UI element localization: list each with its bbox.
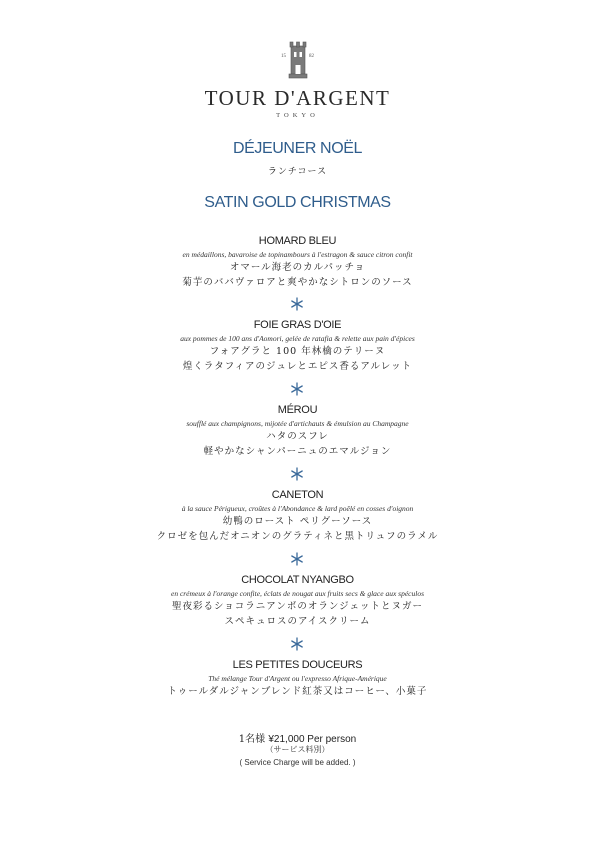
brand-location: TOKYO: [276, 112, 319, 119]
course-description-ja-2: 菊芋のババヴァロアと爽やかなシトロンのソース: [182, 277, 413, 288]
snowflake-icon: [290, 382, 304, 396]
price-line: [0, 730, 595, 745]
price-amount: ¥21,000 Per person: [268, 734, 357, 745]
course-description-ja: 聖夜彩るショコラニアンボのオランジェットとヌガー: [171, 601, 423, 612]
restaurant-logo: [0, 38, 595, 119]
course-name: LES PETITES DOUCEURS: [232, 659, 363, 671]
course-description-ja-2: 煌くラタフィアのジュレとエピス香るアルレット: [182, 361, 413, 372]
course-item: [0, 489, 595, 544]
course-item: [0, 319, 595, 374]
course-description-ja-2: クロゼを包んだオニオンのグラティネと黒トリュフのラメル: [156, 531, 439, 542]
menu-title: DÉJEUNER NOËL: [232, 140, 363, 157]
menu-theme: SATIN GOLD CHRISTMAS: [204, 194, 391, 211]
course-description-fr: aux pommes de 100 ans d'Aomori, gelée de ratafia & relette aux pain d'épices: [180, 334, 415, 343]
snowflake-icon: [290, 297, 304, 311]
course-item: [0, 235, 595, 290]
course-description-ja: トゥールダルジャンブレンド紅茶又はコーヒー、小菓子: [167, 686, 428, 697]
course-name: CANETON: [271, 489, 324, 501]
course-description-fr: Thé mélange Tour d'Argent ou l'expresso Afrique-Amérique: [208, 674, 387, 683]
course-description-ja: ハタのスフレ: [266, 431, 329, 442]
course-item: [0, 659, 595, 699]
course-description-ja: 幼鴨のロースト ペリグーソース: [222, 516, 373, 527]
course-description-ja: フォアグラと 100 年林檎のテリーヌ: [209, 346, 386, 357]
course-description-ja: オマール海老のカルパッチョ: [229, 262, 366, 273]
course-description-fr: en crémeux à l'orange confite, éclats de nougat aux fruits secs & glace aux spéculos: [170, 589, 424, 598]
service-charge-note-ja: （サービス料別）: [265, 745, 330, 754]
course-item: [0, 404, 595, 459]
course-name: MÉROU: [277, 404, 318, 416]
snowflake-icon: [290, 552, 304, 566]
course-description-ja-2: スペキュロスのアイスクリーム: [224, 616, 371, 627]
tower-crest-icon: [278, 38, 318, 84]
menu-title-ja: ランチコース: [267, 167, 328, 177]
course-description-fr: à la sauce Périgueux, croûtes à l'Abondance & lard poêlé en cosses d'oignon: [181, 504, 414, 513]
course-name: CHOCOLAT NYANGBO: [241, 574, 354, 586]
snowflake-icon: [290, 637, 304, 651]
crest-year-right: 82: [308, 54, 314, 59]
course-item: [0, 574, 595, 629]
course-description-ja-2: 軽やかなシャンパーニュのエマルジョン: [203, 446, 392, 457]
course-description-fr: en médaillons, bavaroise de topinambours à l'estragon & sauce citron confit: [182, 250, 413, 259]
crest-year-left: 15: [280, 54, 286, 59]
service-charge-note-en: ( Service Charge will be added. ): [239, 758, 356, 767]
price-count-ja: 1名様: [238, 734, 266, 745]
brand-name: TOUR D'ARGENT: [204, 86, 391, 110]
course-name: FOIE GRAS D'OIE: [253, 319, 342, 331]
course-description-fr: soufflé aux champignons, mijotée d'artichauts & émulsion au Champagne: [186, 419, 409, 428]
snowflake-icon: [290, 467, 304, 481]
course-name: HOMARD BLEU: [258, 235, 337, 247]
